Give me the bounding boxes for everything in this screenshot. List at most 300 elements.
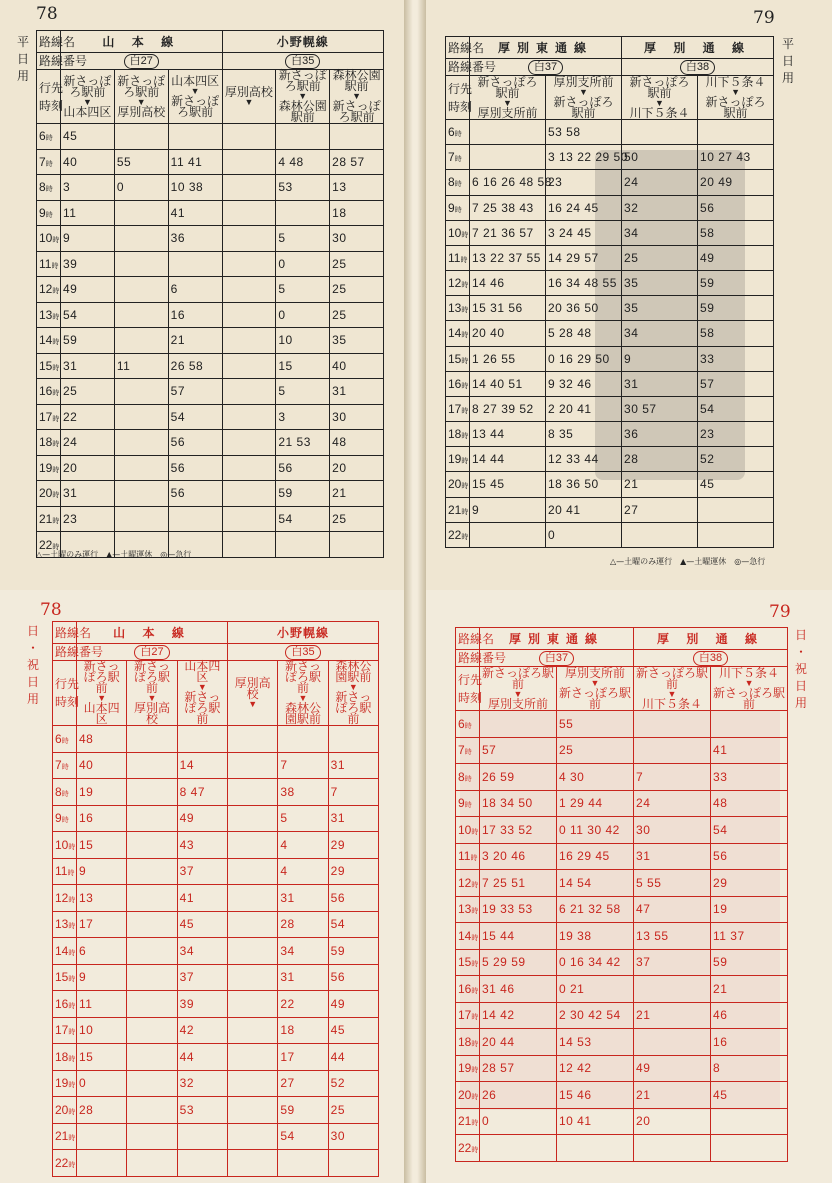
hour-value: 16 — [458, 981, 472, 996]
hour-cell — [37, 328, 61, 354]
destination-stop: 新さっぽろ駅前 — [171, 93, 220, 119]
departure-minutes: 26 58 — [168, 353, 222, 379]
departure-minutes — [222, 226, 276, 252]
table-row — [37, 353, 384, 379]
dest-hour-label — [53, 661, 80, 726]
hour-cell — [37, 124, 61, 150]
hour-cell — [446, 346, 470, 371]
departure-minutes — [127, 805, 177, 832]
departure-minutes — [222, 328, 276, 354]
table-row — [456, 737, 788, 764]
departure-minutes: 7 — [278, 752, 328, 779]
hour-value: 12 — [55, 890, 69, 905]
hour-value: 9 — [458, 796, 465, 811]
departure-minutes: 14 — [177, 752, 227, 779]
hour-unit: 時 — [461, 458, 469, 466]
departure-minutes: 8 35 — [546, 422, 622, 447]
departure-minutes — [470, 522, 546, 547]
hour-unit: 時 — [471, 1067, 479, 1075]
hour-value: 14 — [55, 943, 69, 958]
destination-stop: 新さっぽろ駅前 — [332, 99, 381, 124]
table-row — [446, 271, 774, 296]
departure-minutes: 35 — [622, 271, 698, 296]
departure-minutes: 2 30 42 54 — [557, 1002, 634, 1029]
direction-header — [470, 76, 546, 120]
departure-minutes — [127, 1044, 177, 1071]
departure-minutes: 11 — [61, 200, 115, 226]
destination-stop: 川下５条４ — [642, 696, 703, 711]
arrow-down-icon: ▼ — [655, 97, 664, 108]
hour-value: 8 — [39, 180, 46, 195]
hour-value: 18 — [448, 427, 462, 442]
departure-minutes: 14 54 — [557, 870, 634, 897]
departure-minutes — [114, 481, 168, 507]
hour-cell — [446, 245, 470, 270]
hour-value: 17 — [55, 1023, 69, 1038]
table-row — [456, 843, 788, 870]
departure-minutes: 13 55 — [634, 923, 711, 950]
table-row — [53, 885, 379, 912]
arrow-down-icon: ▼ — [590, 677, 600, 688]
route-name: 小野幌線 — [228, 622, 379, 644]
direction-header — [634, 667, 711, 711]
departure-minutes: 20 — [61, 455, 115, 481]
hour-value: 14 — [39, 333, 53, 348]
hour-unit: 時 — [68, 949, 76, 957]
departure-minutes: 22 — [278, 991, 328, 1018]
hour-cell — [53, 726, 77, 753]
origin-stop: 新さっぽろ駅前 — [133, 659, 170, 695]
departure-minutes: 31 — [61, 481, 115, 507]
departure-minutes: 21 — [168, 328, 222, 354]
table-row — [37, 124, 384, 150]
destination-stop: 森林公園駅前 — [285, 701, 322, 726]
hour-value: 15 — [55, 970, 69, 985]
departure-minutes: 9 32 46 — [546, 371, 622, 396]
departure-minutes — [127, 832, 177, 859]
timetable-left — [36, 30, 384, 558]
departure-minutes: 50 — [622, 145, 698, 170]
table-row — [446, 522, 774, 547]
departure-minutes — [228, 1070, 278, 1097]
direction-header — [127, 661, 177, 726]
table-row — [446, 396, 774, 421]
hour-unit: 時 — [68, 1055, 76, 1063]
destination-stop: 新さっぽろ駅前 — [335, 690, 372, 726]
dest-label: 行先 — [39, 80, 64, 95]
departure-minutes: 7 21 36 57 — [470, 220, 546, 245]
hour-unit: 時 — [45, 135, 53, 143]
hour-unit: 時 — [461, 433, 469, 441]
departure-minutes: 16 — [77, 805, 127, 832]
arrow-down-icon: ▼ — [352, 91, 362, 101]
table-row — [446, 296, 774, 321]
departure-minutes — [127, 1150, 177, 1177]
hour-cell — [53, 805, 77, 832]
table-row — [456, 817, 788, 844]
departure-minutes — [557, 1135, 634, 1162]
origin-stop: 山本四区 — [184, 659, 221, 684]
departure-minutes — [114, 430, 168, 456]
departure-minutes — [711, 711, 788, 738]
table-row — [37, 226, 384, 252]
service-day-label — [781, 36, 795, 87]
service-day-char: 平 — [16, 35, 29, 49]
hour-value: 11 — [448, 250, 461, 265]
departure-minutes: 24 — [622, 170, 698, 195]
departure-minutes: 0 11 30 42 — [557, 817, 634, 844]
hour-unit: 時 — [51, 262, 59, 270]
departure-minutes: 36 — [622, 422, 698, 447]
departure-minutes: 14 42 — [480, 1002, 557, 1029]
hour-unit: 時 — [52, 441, 60, 449]
departure-minutes — [127, 752, 177, 779]
departure-minutes: 20 41 — [546, 497, 622, 522]
arrow-down-icon: ▼ — [298, 91, 308, 101]
timetable-right — [455, 627, 788, 1162]
departure-minutes: 48 — [77, 726, 127, 753]
hour-cell — [53, 752, 77, 779]
departure-minutes: 25 — [328, 1097, 378, 1124]
hour-unit: 時 — [471, 828, 479, 836]
hour-unit: 時 — [454, 206, 462, 214]
direction-header — [276, 70, 330, 124]
departure-minutes — [328, 1150, 378, 1177]
hour-unit: 時 — [68, 923, 76, 931]
hour-unit: 時 — [45, 211, 53, 219]
departure-minutes: 3 20 46 — [480, 843, 557, 870]
hour-unit: 時 — [464, 722, 472, 730]
departure-minutes: 34 — [278, 938, 328, 965]
departure-minutes: 53 — [177, 1097, 227, 1124]
departure-minutes: 34 — [622, 220, 698, 245]
direction-header — [177, 661, 227, 726]
hour-unit: 時 — [68, 896, 76, 904]
hour-cell — [456, 923, 480, 950]
service-day-char: 日 — [794, 679, 807, 693]
departure-minutes — [480, 1135, 557, 1162]
table-row — [456, 711, 788, 738]
departure-minutes: 49 — [634, 1055, 711, 1082]
route-code-badge: 白27 — [124, 54, 159, 69]
hour-cell — [456, 1108, 480, 1135]
hour-cell — [446, 220, 470, 245]
hour-cell — [456, 1135, 480, 1162]
hour-value: 13 — [458, 902, 472, 917]
dest-label: 行先 — [458, 672, 483, 687]
departure-minutes — [222, 277, 276, 303]
hour-cell — [53, 1070, 77, 1097]
route-code-badge: 白37 — [539, 651, 574, 666]
route-number-label: 路線番号 — [456, 650, 480, 667]
timetable-right — [445, 36, 774, 548]
departure-minutes: 59 — [698, 296, 774, 321]
hour-cell — [53, 1097, 77, 1124]
table-row — [446, 321, 774, 346]
departure-minutes: 6 — [77, 938, 127, 965]
route-code-badge: 白38 — [680, 60, 715, 75]
hour-unit: 時 — [52, 543, 60, 551]
hour-unit: 時 — [461, 282, 469, 290]
departure-minutes — [127, 885, 177, 912]
departure-minutes: 18 — [278, 1017, 328, 1044]
origin-stop: 新さっぽろ駅前 — [477, 74, 538, 100]
table-row — [53, 779, 379, 806]
table-row — [37, 277, 384, 303]
hour-value: 20 — [448, 477, 462, 492]
departure-minutes: 18 — [330, 200, 384, 226]
table-row — [37, 404, 384, 430]
hour-value: 6 — [55, 731, 62, 746]
departure-minutes: 7 25 51 — [480, 870, 557, 897]
destination-stop: 新さっぽろ駅前 — [705, 94, 766, 120]
hour-value: 19 — [458, 1061, 472, 1076]
departure-minutes: 45 — [711, 1082, 788, 1109]
departure-minutes: 23 — [546, 170, 622, 195]
hour-value: 10 — [39, 231, 53, 246]
departure-minutes: 31 — [330, 379, 384, 405]
hour-cell — [456, 949, 480, 976]
departure-minutes — [228, 805, 278, 832]
departure-minutes: 19 38 — [557, 923, 634, 950]
departure-minutes — [480, 711, 557, 738]
route-number-label: 路線番号 — [37, 53, 61, 70]
arrow-down-icon: ▼ — [731, 86, 740, 97]
departure-minutes — [114, 200, 168, 226]
departure-minutes: 49 — [177, 805, 227, 832]
arrow-down-icon: ▼ — [190, 85, 200, 96]
hour-value: 18 — [39, 435, 53, 450]
departure-minutes: 19 — [711, 896, 788, 923]
arrow-down-icon: ▼ — [503, 97, 512, 108]
departure-minutes: 23 — [698, 422, 774, 447]
hour-label: 時刻 — [458, 690, 483, 705]
departure-minutes — [114, 404, 168, 430]
departure-minutes: 59 — [278, 1097, 328, 1124]
departure-minutes — [276, 124, 330, 150]
hour-cell — [446, 296, 470, 321]
hour-unit: 時 — [471, 881, 479, 889]
page-number: 79 — [753, 8, 775, 28]
arrow-down-icon: ▼ — [298, 693, 308, 703]
hour-unit: 時 — [471, 1120, 479, 1128]
departure-minutes — [127, 1123, 177, 1150]
origin-stop: 川下５条４ — [705, 74, 766, 89]
hour-label: 時刻 — [55, 695, 80, 709]
table-row — [37, 506, 384, 532]
service-day-label — [794, 627, 808, 712]
departure-minutes — [228, 779, 278, 806]
departure-minutes — [222, 532, 276, 558]
departure-minutes — [222, 481, 276, 507]
departure-minutes — [228, 1017, 278, 1044]
departure-minutes: 8 — [711, 1055, 788, 1082]
departure-minutes — [127, 779, 177, 806]
table-row — [446, 120, 774, 145]
origin-stop: 厚別支所前 — [553, 74, 614, 89]
departure-minutes: 25 — [61, 379, 115, 405]
table-row — [456, 1055, 788, 1082]
table-row — [53, 938, 379, 965]
route-code-badge: 白37 — [528, 60, 563, 75]
route-code-badge: 白38 — [693, 651, 728, 666]
route-name-label: 路線名 — [37, 31, 61, 53]
departure-minutes: 57 — [168, 379, 222, 405]
hour-cell — [456, 1055, 480, 1082]
departure-minutes: 19 — [77, 779, 127, 806]
departure-minutes: 43 — [177, 832, 227, 859]
hour-value: 12 — [458, 875, 472, 890]
departure-minutes: 23 — [61, 506, 115, 532]
hour-unit: 時 — [45, 160, 53, 168]
departure-minutes: 14 40 51 — [470, 371, 546, 396]
hour-unit: 時 — [471, 1014, 479, 1022]
hour-value: 18 — [458, 1034, 472, 1049]
route-code-cell — [228, 644, 379, 661]
departure-minutes — [222, 455, 276, 481]
departure-minutes — [114, 226, 168, 252]
origin-stop: 新さっぽろ駅前 — [636, 665, 709, 691]
hour-cell — [53, 911, 77, 938]
departure-minutes — [114, 379, 168, 405]
departure-minutes: 12 33 44 — [546, 447, 622, 472]
hour-value: 15 — [448, 351, 462, 366]
hour-cell — [456, 1082, 480, 1109]
departure-minutes: 28 — [278, 911, 328, 938]
hour-cell — [37, 251, 61, 277]
departure-minutes: 0 — [77, 1070, 127, 1097]
hour-unit: 時 — [52, 339, 60, 347]
departure-minutes: 48 — [330, 430, 384, 456]
origin-stop: 森林公園駅前 — [335, 659, 372, 684]
page-number: 79 — [769, 602, 791, 622]
hour-unit: 時 — [67, 870, 75, 878]
departure-minutes: 33 — [711, 764, 788, 791]
hour-unit: 時 — [52, 415, 60, 423]
direction-header — [330, 70, 384, 124]
destination-stop: 新さっぽろ駅前 — [559, 685, 632, 711]
departure-minutes: 9 — [61, 226, 115, 252]
hour-value: 9 — [55, 811, 62, 826]
arrow-down-icon: ▼ — [744, 677, 754, 688]
departure-minutes — [127, 911, 177, 938]
departure-minutes: 7 — [328, 779, 378, 806]
table-row — [446, 170, 774, 195]
table-row — [37, 328, 384, 354]
hour-unit: 時 — [471, 934, 479, 942]
departure-minutes: 45 — [177, 911, 227, 938]
destination-stop: 川下５条４ — [629, 105, 690, 120]
hour-value: 19 — [55, 1076, 69, 1091]
hour-unit: 時 — [61, 817, 69, 825]
departure-minutes: 13 44 — [470, 422, 546, 447]
arrow-down-icon: ▼ — [136, 96, 146, 107]
origin-stop: 新さっぽろ駅前 — [482, 665, 555, 691]
departure-minutes: 20 40 — [470, 321, 546, 346]
departure-minutes: 15 — [276, 353, 330, 379]
origin-stop: 新さっぽろ駅前 — [278, 68, 327, 93]
direction-header — [278, 661, 328, 726]
departure-minutes: 4 30 — [557, 764, 634, 791]
departure-minutes: 45 — [328, 1017, 378, 1044]
departure-minutes: 17 — [77, 911, 127, 938]
departure-minutes: 5 — [276, 226, 330, 252]
departure-minutes — [114, 277, 168, 303]
table-row — [37, 251, 384, 277]
table-row — [37, 430, 384, 456]
route-name-label: 路線名 — [53, 622, 77, 644]
table-row — [446, 371, 774, 396]
departure-minutes: 15 — [77, 832, 127, 859]
departure-minutes: 10 — [77, 1017, 127, 1044]
departure-minutes: 21 — [634, 1082, 711, 1109]
hour-value: 11 — [458, 849, 471, 864]
hour-cell — [53, 885, 77, 912]
departure-minutes: 30 — [328, 1123, 378, 1150]
hour-value: 21 — [55, 1129, 69, 1144]
departure-minutes — [114, 124, 168, 150]
departure-minutes: 41 — [168, 200, 222, 226]
departure-minutes — [127, 938, 177, 965]
departure-minutes — [278, 1150, 328, 1177]
departure-minutes — [622, 522, 698, 547]
departure-minutes: 56 — [711, 843, 788, 870]
hour-value: 22 — [39, 537, 53, 552]
departure-minutes: 18 34 50 — [480, 790, 557, 817]
service-day-char: 日 — [26, 675, 39, 689]
arrow-down-icon: ▼ — [248, 698, 258, 709]
hour-value: 21 — [448, 502, 462, 517]
hour-cell — [446, 120, 470, 145]
hour-value: 14 — [448, 326, 462, 341]
departure-minutes: 16 24 45 — [546, 195, 622, 220]
hour-unit: 時 — [454, 181, 462, 189]
departure-minutes: 8 47 — [177, 779, 227, 806]
departure-minutes — [222, 149, 276, 175]
hour-unit: 時 — [52, 288, 60, 296]
departure-minutes: 31 — [278, 964, 328, 991]
hour-cell — [53, 1017, 77, 1044]
departure-minutes — [222, 430, 276, 456]
hour-value: 15 — [458, 955, 472, 970]
departure-minutes — [177, 1150, 227, 1177]
departure-minutes: 10 27 43 — [698, 145, 774, 170]
departure-minutes: 21 — [622, 472, 698, 497]
service-day-char: 日 — [16, 52, 29, 66]
hour-value: 16 — [448, 376, 462, 391]
departure-minutes: 5 — [276, 277, 330, 303]
departure-minutes: 37 — [177, 964, 227, 991]
departure-minutes: 55 — [114, 149, 168, 175]
departure-minutes: 25 — [557, 737, 634, 764]
table-row — [53, 964, 379, 991]
table-row — [53, 1070, 379, 1097]
hour-value: 13 — [39, 307, 53, 322]
departure-minutes: 4 — [278, 858, 328, 885]
hour-unit: 時 — [461, 508, 469, 516]
departure-minutes: 31 — [328, 752, 378, 779]
departure-minutes: 59 — [698, 271, 774, 296]
departure-minutes: 20 — [330, 455, 384, 481]
origin-stop: 新さっぽろ駅前 — [117, 73, 166, 99]
table-row — [53, 1097, 379, 1124]
table-row — [456, 1135, 788, 1162]
hour-cell — [456, 817, 480, 844]
departure-minutes — [278, 726, 328, 753]
departure-minutes: 31 46 — [480, 976, 557, 1003]
departure-minutes: 0 — [276, 251, 330, 277]
hour-value: 11 — [55, 864, 68, 879]
